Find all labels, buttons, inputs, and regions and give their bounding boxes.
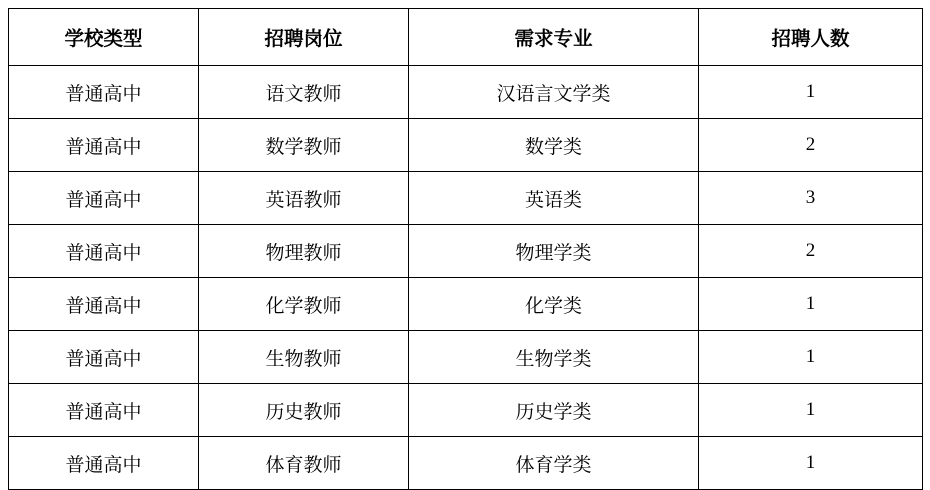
cell-count: 2	[699, 119, 923, 172]
table-header	[9, 9, 923, 66]
table-row	[9, 278, 923, 331]
cell-major: 汉语言文学类	[409, 66, 699, 119]
cell-position: 物理教师	[199, 225, 409, 278]
table-row	[9, 66, 923, 119]
column-header-count: 招聘人数	[699, 9, 923, 66]
cell-school-type: 普通高中	[9, 66, 199, 119]
table-row	[9, 437, 923, 490]
column-header-school-type: 学校类型	[9, 9, 199, 66]
cell-school-type: 普通高中	[9, 384, 199, 437]
cell-position: 化学教师	[199, 278, 409, 331]
cell-school-type: 普通高中	[9, 278, 199, 331]
recruitment-table	[8, 8, 923, 490]
cell-school-type: 普通高中	[9, 331, 199, 384]
cell-school-type: 普通高中	[9, 437, 199, 490]
cell-count: 3	[699, 172, 923, 225]
column-header-major: 需求专业	[409, 9, 699, 66]
table-row	[9, 225, 923, 278]
cell-major: 英语类	[409, 172, 699, 225]
table-header-row	[9, 9, 923, 66]
cell-count: 1	[699, 278, 923, 331]
table-row	[9, 384, 923, 437]
cell-major: 数学类	[409, 119, 699, 172]
cell-school-type: 普通高中	[9, 225, 199, 278]
cell-count: 2	[699, 225, 923, 278]
cell-count: 1	[699, 437, 923, 490]
cell-school-type: 普通高中	[9, 119, 199, 172]
cell-count: 1	[699, 331, 923, 384]
table-row	[9, 172, 923, 225]
table-row	[9, 331, 923, 384]
cell-major: 物理学类	[409, 225, 699, 278]
cell-major: 生物学类	[409, 331, 699, 384]
table-row	[9, 119, 923, 172]
column-header-position: 招聘岗位	[199, 9, 409, 66]
cell-count: 1	[699, 66, 923, 119]
cell-position: 英语教师	[199, 172, 409, 225]
cell-position: 生物教师	[199, 331, 409, 384]
cell-position: 数学教师	[199, 119, 409, 172]
cell-position: 语文教师	[199, 66, 409, 119]
cell-major: 体育学类	[409, 437, 699, 490]
cell-major: 化学类	[409, 278, 699, 331]
cell-position: 体育教师	[199, 437, 409, 490]
cell-count: 1	[699, 384, 923, 437]
cell-position: 历史教师	[199, 384, 409, 437]
table-body	[9, 66, 923, 490]
cell-major: 历史学类	[409, 384, 699, 437]
cell-school-type: 普通高中	[9, 172, 199, 225]
